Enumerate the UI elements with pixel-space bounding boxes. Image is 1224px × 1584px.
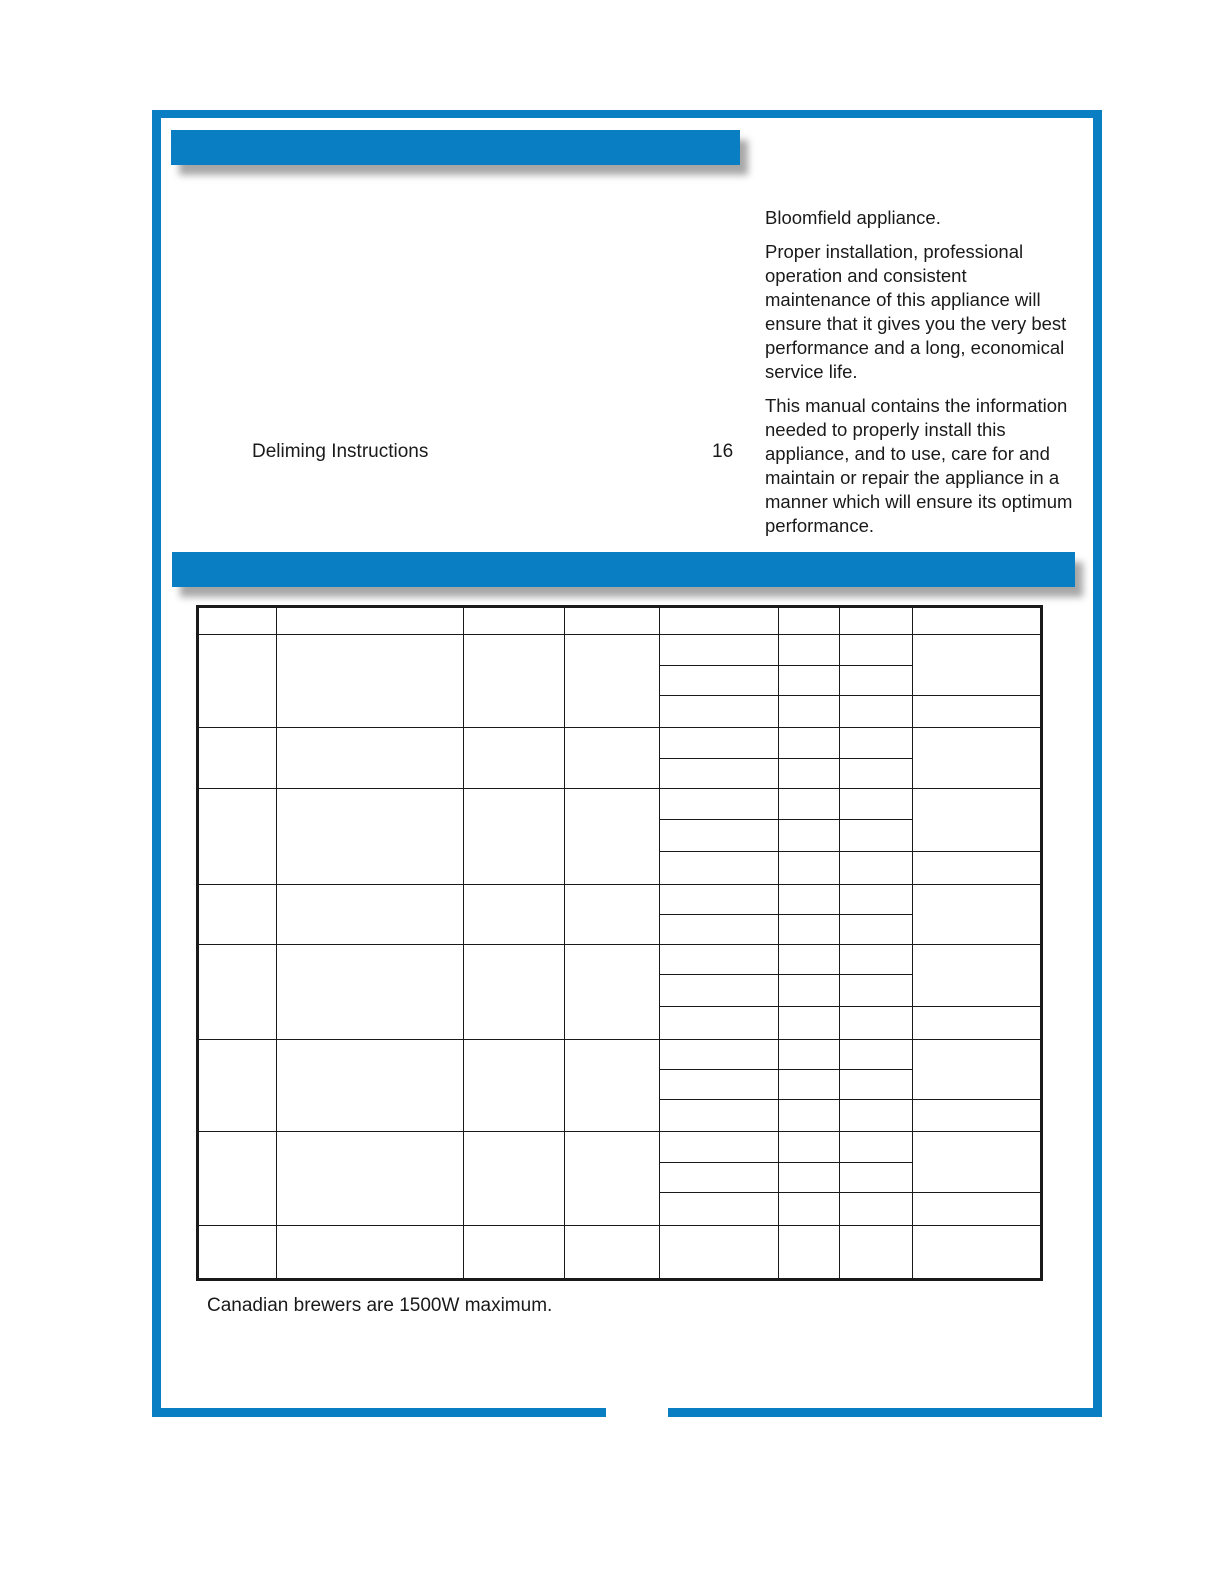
table-cell [779, 789, 840, 819]
intro-paragraph: Bloomfield appliance. [765, 207, 941, 228]
table-cell [464, 607, 565, 635]
table-cell [840, 974, 913, 1006]
table-cell [840, 1007, 913, 1040]
table-cell [565, 728, 660, 789]
table-cell [565, 1040, 660, 1132]
table-cell [464, 789, 565, 884]
table-cell [660, 728, 779, 759]
table-cell [565, 884, 660, 944]
table-cell [840, 635, 913, 666]
table-cell [277, 1040, 464, 1132]
page-border-right [1093, 110, 1102, 1417]
table-cell [660, 666, 779, 696]
table-cell [198, 1132, 277, 1225]
contents-header-bar [171, 130, 740, 165]
table-cell [913, 1225, 1042, 1279]
table-cell [464, 1225, 565, 1279]
table-cell [565, 1132, 660, 1225]
table-cell [913, 851, 1042, 884]
table-cell [464, 1040, 565, 1132]
table-cell [913, 607, 1042, 635]
table-cell [660, 1192, 779, 1225]
table-cell [660, 1225, 779, 1279]
table-cell [840, 1100, 913, 1132]
table-cell [198, 1040, 277, 1132]
table-cell [840, 1162, 913, 1192]
table-cell [277, 944, 464, 1039]
table-cell [660, 974, 779, 1006]
table-cell [779, 1100, 840, 1132]
table-cell [779, 1007, 840, 1040]
table-cell [779, 1070, 840, 1100]
toc-item-label: Deliming Instructions [252, 441, 429, 462]
table-row [198, 944, 1042, 974]
table-cell [779, 914, 840, 944]
table-cell [198, 1225, 277, 1279]
table-cell [464, 635, 565, 728]
table-cell [913, 1192, 1042, 1225]
table-cell [913, 1132, 1042, 1192]
table-cell [660, 607, 779, 635]
table-cell [779, 884, 840, 914]
table-row [198, 728, 1042, 759]
table-cell [840, 759, 913, 789]
table-cell [779, 1162, 840, 1192]
table-cell [565, 635, 660, 728]
table-cell [660, 1162, 779, 1192]
table-cell [840, 696, 913, 728]
table-row [198, 884, 1042, 914]
table-cell [779, 635, 840, 666]
footnote: Canadian brewers are 1500W maximum. [207, 1295, 553, 1316]
table-cell [660, 944, 779, 974]
specifications-header-bar [172, 552, 1075, 587]
table-cell [913, 696, 1042, 728]
table-cell [779, 1192, 840, 1225]
table-cell [660, 696, 779, 728]
table-cell [565, 944, 660, 1039]
table-cell [198, 944, 277, 1039]
table-cell [779, 666, 840, 696]
table-cell [779, 1040, 840, 1070]
table-cell [840, 1132, 913, 1162]
page-border-bottom-left [152, 1408, 606, 1417]
table-cell [840, 789, 913, 819]
table-cell [840, 1070, 913, 1100]
table-cell [840, 884, 913, 914]
toc-item-page: 16 [712, 441, 734, 462]
table-row [198, 1040, 1042, 1070]
table-cell [660, 635, 779, 666]
table-cell [840, 666, 913, 696]
table-cell [660, 1040, 779, 1070]
table-cell [277, 635, 464, 728]
table-header-row [198, 607, 1042, 635]
specifications-table [196, 605, 1043, 1281]
table-cell [464, 884, 565, 944]
table-cell [913, 1040, 1042, 1100]
table-cell [840, 1040, 913, 1070]
table-cell [840, 914, 913, 944]
table-cell [840, 851, 913, 884]
table-cell [565, 789, 660, 884]
table-row [198, 635, 1042, 666]
table-cell [840, 944, 913, 974]
table-cell [277, 607, 464, 635]
table-cell [277, 1132, 464, 1225]
table-cell [779, 1132, 840, 1162]
table-row [198, 1132, 1042, 1162]
table-cell [198, 884, 277, 944]
page-border-bottom-right [668, 1408, 1102, 1417]
table-cell [840, 1192, 913, 1225]
table-cell [464, 944, 565, 1039]
table-cell [913, 789, 1042, 851]
table-cell [660, 819, 779, 851]
table-cell [660, 851, 779, 884]
table-cell [660, 1070, 779, 1100]
table-cell [277, 728, 464, 789]
table-cell [913, 1100, 1042, 1132]
table-cell [779, 1225, 840, 1279]
table-cell [779, 851, 840, 884]
table-cell [913, 884, 1042, 944]
table-cell [840, 819, 913, 851]
table-cell [913, 728, 1042, 789]
table-cell [913, 944, 1042, 1006]
table-cell [779, 974, 840, 1006]
table-cell [840, 1225, 913, 1279]
table-cell [464, 728, 565, 789]
table-cell [660, 1100, 779, 1132]
table-cell [840, 607, 913, 635]
table-cell [198, 789, 277, 884]
table-cell [779, 944, 840, 974]
table-cell [660, 789, 779, 819]
table-cell [660, 1007, 779, 1040]
table-cell [198, 728, 277, 789]
table-cell [913, 635, 1042, 696]
table-cell [565, 607, 660, 635]
table-cell [277, 1225, 464, 1279]
table-cell [660, 1132, 779, 1162]
table-cell [779, 728, 840, 759]
table-row [198, 789, 1042, 819]
table-cell [660, 884, 779, 914]
table-cell [198, 635, 277, 728]
table-cell [660, 759, 779, 789]
table-row [198, 1225, 1042, 1279]
table-cell [779, 607, 840, 635]
table-cell [565, 1225, 660, 1279]
page-border-top [152, 110, 1102, 118]
table-cell [840, 728, 913, 759]
intro-paragraph: This manual contains the information needed to properly install this appliance, and to use, care for and maintain or repair the appliance in a manner which will ensure its optimum performance. [765, 395, 1073, 536]
page-border-left [152, 110, 161, 1417]
table-cell [779, 819, 840, 851]
table-cell [277, 789, 464, 884]
table-cell [779, 759, 840, 789]
table-cell [913, 1007, 1042, 1040]
intro-text [765, 206, 1077, 548]
table-cell [660, 914, 779, 944]
table-cell [779, 696, 840, 728]
intro-paragraph: Proper installation, professional operation and consistent maintenance of this appliance will ensure that it gives you the very best performance and a long, economical service life. [765, 241, 1067, 382]
table-cell [464, 1132, 565, 1225]
table-cell [198, 607, 277, 635]
table-cell [277, 884, 464, 944]
